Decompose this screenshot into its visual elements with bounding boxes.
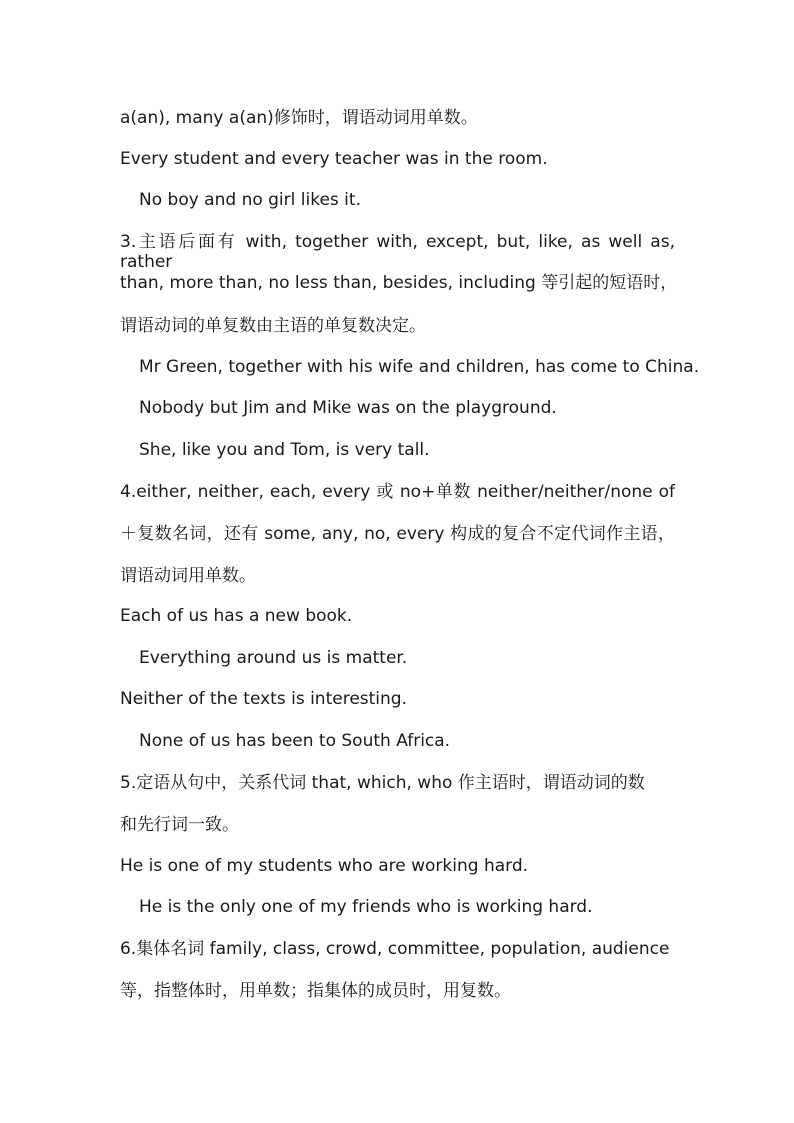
rule-3-heading-line-1: 3.主语后面有 with, together with, except, but, like, as well as, rather <box>120 232 675 272</box>
rule-3-heading-line-2: than, more than, no less than, besides, including 等引起的短语时， <box>120 273 678 293</box>
text-line-rule-2-continuation: a(an), many a(an)修饰时，谓语动词用单数。 <box>120 108 478 128</box>
example-sentence: Everything around us is matter. <box>139 648 408 668</box>
example-sentence: She, like you and Tom, is very tall. <box>139 440 430 460</box>
example-sentence: None of us has been to South Africa. <box>139 731 451 751</box>
example-sentence: Neither of the texts is interesting. <box>120 689 407 709</box>
rule-5-heading-line-1: 5.定语从句中，关系代词 that, which, who 作主语时，谓语动词的数 <box>120 773 645 793</box>
example-sentence: He is the only one of my friends who is working hard. <box>139 897 593 917</box>
rule-4-heading-line-1: 4.either, neither, each, every 或 no+单数 neither/neither/none of <box>120 482 675 502</box>
example-sentence: Each of us has a new book. <box>120 606 353 626</box>
rule-3-heading-line-3: 谓语动词的单复数由主语的单复数决定。 <box>120 316 426 336</box>
rule-4-heading-line-3: 谓语动词用单数。 <box>120 566 256 586</box>
example-sentence: Every student and every teacher was in the room. <box>120 149 548 169</box>
rule-6-heading-line-1: 6.集体名词 family, class, crowd, committee, population, audience <box>120 939 670 959</box>
rule-6-heading-line-2: 等，指整体时，用单数；指集体的成员时，用复数。 <box>120 981 511 1001</box>
example-sentence: He is one of my students who are working hard. <box>120 856 529 876</box>
rule-4-heading-line-2: ＋复数名词，还有 some, any, no, every 构成的复合不定代词作主语， <box>120 524 675 544</box>
example-sentence: Mr Green, together with his wife and children, has come to China. <box>139 357 700 377</box>
example-sentence: No boy and no girl likes it. <box>139 190 361 210</box>
rule-5-heading-line-2: 和先行词一致。 <box>120 815 239 835</box>
example-sentence: Nobody but Jim and Mike was on the playground. <box>139 398 557 418</box>
